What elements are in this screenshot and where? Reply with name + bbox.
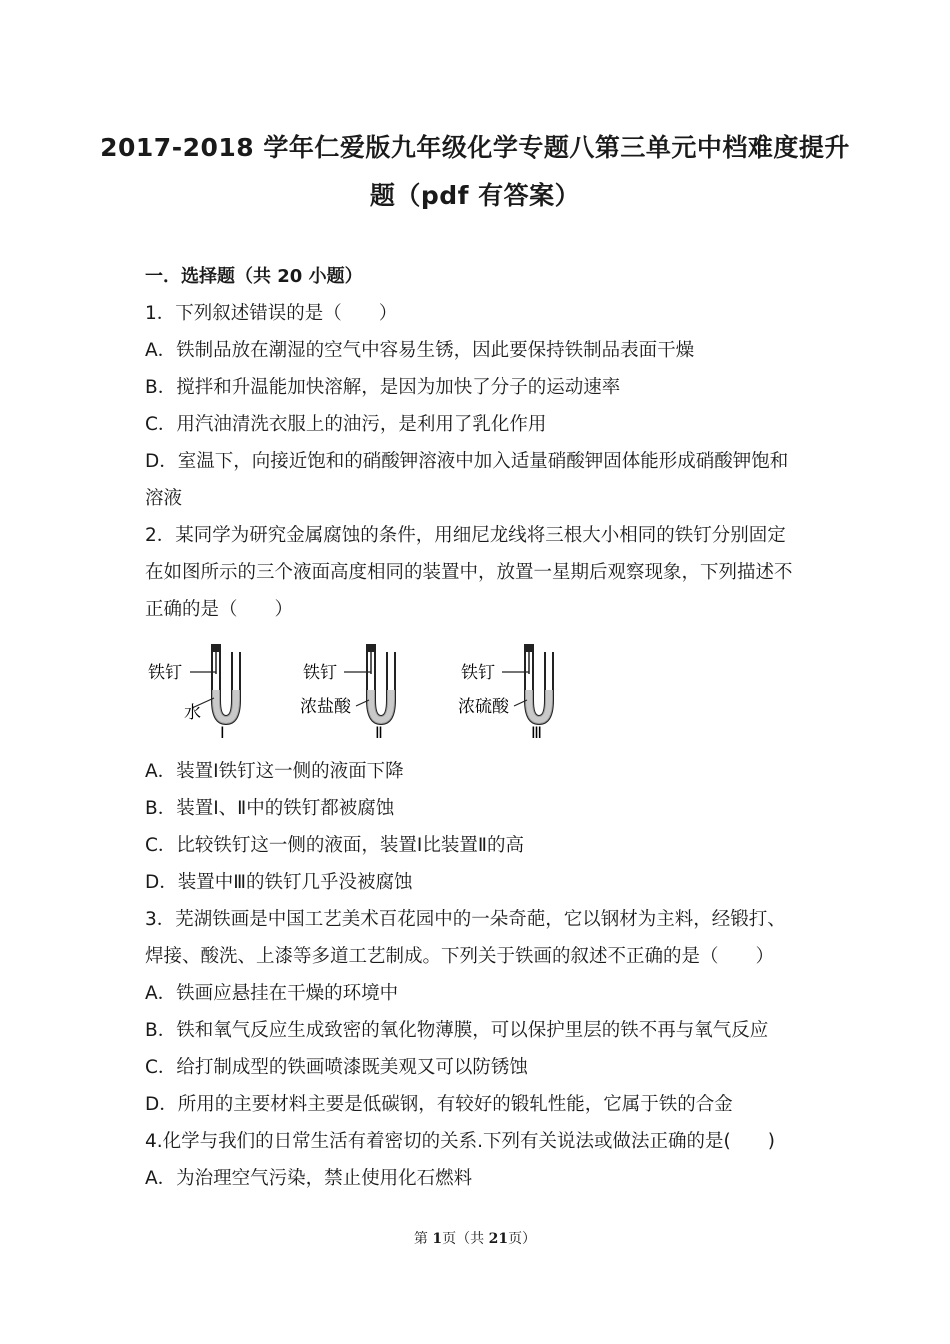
question-1-option-d: D．室温下，向接近饱和的硝酸钾溶液中加入适量硝酸钾固体能形成硝酸钾饱和 — [145, 451, 789, 472]
document-title-line-2: 题（pdf 有答案） — [369, 181, 581, 210]
device-2 — [300, 644, 395, 740]
question-1-option-d-cont: 溶液 — [145, 488, 183, 509]
question-3-stem-cont: 焊接、酸洗、上漆等多道工艺制成。下列关于铁画的叙述不正确的是（ ） — [145, 946, 775, 967]
device-2-liquid-label: 浓盐酸 — [300, 697, 351, 717]
device-3 — [458, 644, 553, 740]
question-3-option-c: C．给打制成型的铁画喷漆既美观又可以防锈蚀 — [145, 1057, 528, 1078]
question-2-option-b: B．装置Ⅰ、Ⅱ中的铁钉都被腐蚀 — [145, 798, 395, 819]
question-1-option-b: B．搅拌和升温能加快溶解，是因为加快了分子的运动速率 — [145, 377, 621, 398]
device-1 — [148, 644, 240, 740]
document-title-line-1: 2017-2018 学年仁爱版九年级化学专题八第三单元中档难度提升 — [100, 133, 850, 162]
question-2-stem-cont: 在如图所示的三个液面高度相同的装置中，放置一星期后观察现象，下列描述不 — [145, 562, 793, 583]
footer-mid: 页（共 — [442, 1231, 489, 1247]
question-2-option-c: C．比较铁钉这一侧的液面，装置Ⅰ比装置Ⅱ的高 — [145, 835, 524, 856]
question-1-stem: 1．下列叙述错误的是（ ） — [145, 303, 398, 324]
question-3-option-a: A．铁画应悬挂在干燥的环境中 — [145, 983, 399, 1004]
question-3-stem: 3．芜湖铁画是中国工艺美术百花园中的一朵奇葩，它以钢材为主料，经锻打、 — [145, 909, 786, 930]
device-3-liquid-label: 浓硫酸 — [458, 697, 509, 717]
device-1-nail-label: 铁钉 — [148, 663, 182, 683]
device-2-numeral: Ⅱ — [375, 723, 383, 740]
footer-page-number: 1 — [432, 1231, 443, 1247]
footer-suffix: 页） — [508, 1231, 537, 1247]
device-3-numeral: Ⅲ — [531, 723, 543, 740]
question-3-option-b: B．铁和氧气反应生成致密的氧化物薄膜，可以保护里层的铁不再与氧气反应 — [145, 1020, 769, 1041]
u-tube-apparatus-figure — [140, 640, 600, 740]
footer-prefix: 第 — [413, 1231, 433, 1247]
device-2-nail-label: 铁钉 — [303, 663, 337, 683]
page-footer — [0, 1228, 950, 1248]
device-1-liquid-label: 水 — [184, 703, 201, 723]
question-2-option-a: A．装置Ⅰ铁钉这一侧的液面下降 — [145, 761, 404, 782]
question-2-option-d: D．装置中Ⅲ的铁钉几乎没被腐蚀 — [145, 872, 413, 893]
question-4-stem: 4.化学与我们的日常生活有着密切的关系.下列有关说法或做法正确的是( ) — [145, 1131, 775, 1152]
question-3-option-d: D．所用的主要材料主要是低碳钢，有较好的锻轧性能，它属于铁的合金 — [145, 1094, 733, 1115]
question-2-stem: 2．某同学为研究金属腐蚀的条件，用细尼龙线将三根大小相同的铁钉分别固定 — [145, 525, 786, 546]
section-heading: 一．选择题（共 20 小题） — [145, 266, 363, 287]
footer-total-pages: 21 — [488, 1231, 509, 1247]
question-1-option-c: C．用汽油清洗衣服上的油污，是利用了乳化作用 — [145, 414, 547, 435]
question-1-option-a: A．铁制品放在潮湿的空气中容易生锈，因此要保持铁制品表面干燥 — [145, 340, 695, 361]
device-3-nail-label: 铁钉 — [461, 663, 495, 683]
device-1-numeral: Ⅰ — [220, 723, 225, 740]
question-2-stem-cont-2: 正确的是（ ） — [145, 599, 294, 620]
question-4-option-a: A．为治理空气污染，禁止使用化石燃料 — [145, 1168, 473, 1189]
